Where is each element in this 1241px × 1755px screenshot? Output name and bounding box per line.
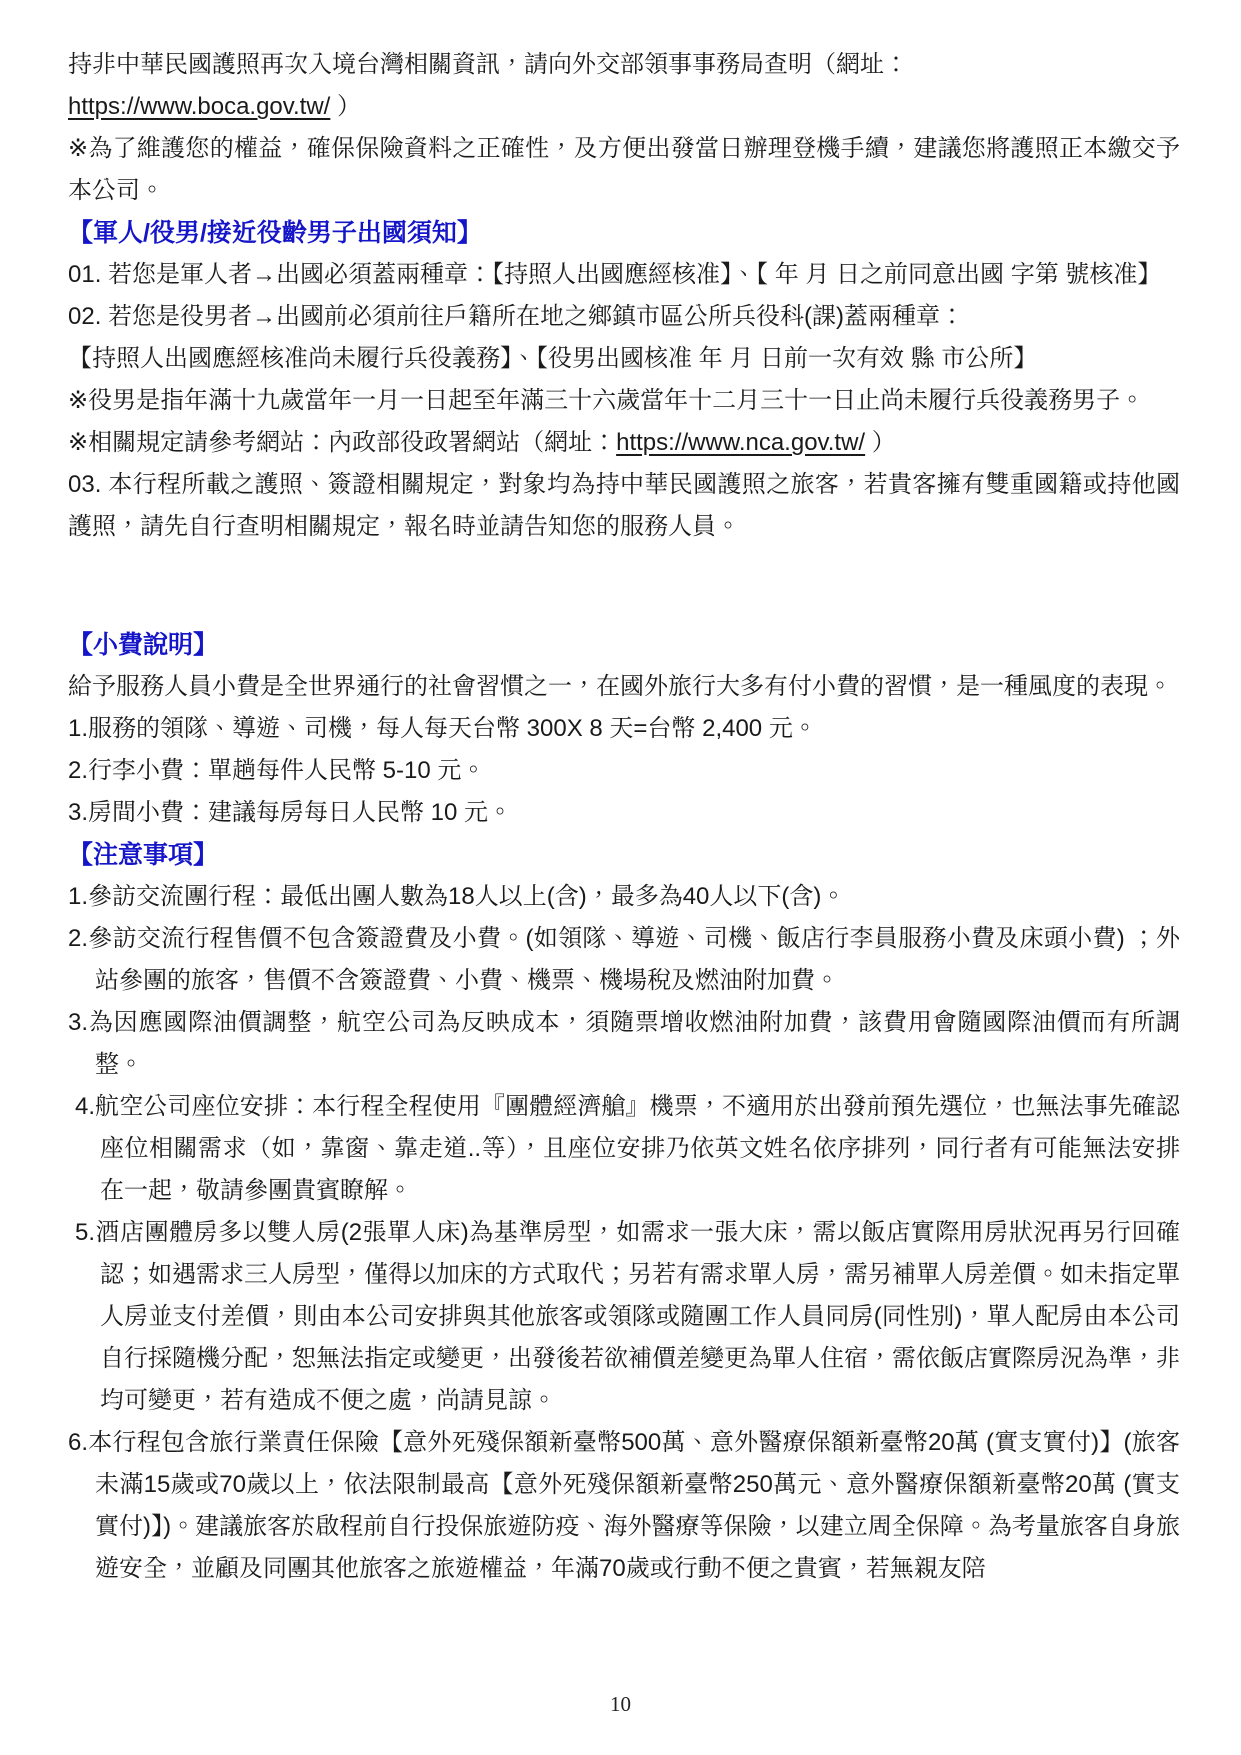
nca-url-link[interactable]: https://www.nca.gov.tw/ — [616, 429, 866, 456]
regulation-close-paren: ） — [865, 429, 896, 456]
notice-item-2: 2.參訪交流行程售價不包含簽證費及小費。(如領隊、導遊、司機、飯店行李員服務小費及床頭小費) ；外站參團的旅客，售價不含簽證費、小費、機票、機場稅及燃油附加費。 — [68, 925, 1180, 994]
notice-item-5: 5.酒店團體房多以雙人房(2張單人床)為基準房型，如需求一張大床，需以飯店實際用房狀況再另行回確認；如遇需求三人房型，僅得以加床的方式取代；另若有需求單人房，需另補單人房差價。如未指定單人房並支付差價，則由本公司安排與其他旅客或領隊或隨團工作人員同房(同性別)，單人配房由本公司自行採隨機分配，恕無法指定或變更，出發後若欲補價差變更為單人住宿，需依飯店實際房況為準，非均可變更，若有造成不便之處，尚請見諒。 — [75, 1219, 1180, 1414]
tips-item-1: 1.服務的領隊、導遊、司機，每人每天台幣 300X 8 天=台幣 2,400 元。 — [68, 715, 817, 742]
intro-text: 持非中華民國護照再次入境台灣相關資訊，請向外交部領事事務局查明（網址： — [68, 51, 908, 78]
military-section-heading: 【軍人/役男/接近役齡男子出國須知】 — [68, 219, 482, 247]
intro-paragraph-line2 — [68, 86, 1180, 128]
conscript-definition-note: ※役男是指年滿十九歲當年一月一日起至年滿三十六歲當年十二月三十一日止尚未履行兵役義務男子。 — [68, 387, 1145, 414]
notice-item-4: 4.航空公司座位安排：本行程全程使用『團體經濟艙』機票，不適用於出發前預先選位，也無法事先確認座位相關需求（如，靠窗、靠走道..等），且座位安排乃依英文姓名依序排列，同行者有可能無法安排在一起，敬請參團貴賓瞭解。 — [75, 1093, 1180, 1204]
military-item-01: 01. 若您是軍人者→出國必須蓋兩種章：【持照人出國應經核准】、【 年 月 日之前同意出國 字第 號核准】 — [68, 261, 1162, 288]
regulation-note-text: ※相關規定請參考網站：內政部役政署網站（網址： — [68, 429, 617, 456]
notices-section-heading: 【注意事項】 — [68, 841, 219, 869]
tips-item-2: 2.行李小費：單趟每件人民幣 5-10 元。 — [68, 757, 486, 784]
page-footer — [0, 1692, 1241, 1717]
intro-paragraph-line1 — [68, 44, 1180, 86]
military-item-02: 02. 若您是役男者→出國前必須前往戶籍所在地之鄉鎮市區公所兵役科(課)蓋兩種章： — [68, 303, 965, 330]
military-item-03: 03. 本行程所載之護照、簽證相關規定，對象均為持中華民國護照之旅客，若貴客擁有雙重國籍或持他國護照，請先自行查明相關規定，報名時並請告知您的服務人員。 — [68, 471, 1180, 540]
notice-item-3: 3.為因應國際油價調整，航空公司為反映成本，須隨票增收燃油附加費，該費用會隨國際油價而有所調整。 — [68, 1009, 1180, 1078]
tips-section-heading: 【小費說明】 — [68, 631, 219, 659]
page-number: 10 — [610, 1692, 631, 1716]
regulation-website-note — [68, 422, 1180, 464]
passport-reminder-note: ※為了維護您的權益，確保保險資料之正確性，及方便出發當日辦理登機手續，建議您將護照正本繳交予本公司。 — [68, 135, 1180, 204]
military-item-02-continuation: 【持照人出國應經核准尚未履行兵役義務】、【役男出國核准 年 月 日前一次有效 縣 市公所】 — [68, 345, 1038, 372]
notice-item-6: 6.本行程包含旅行業責任保險【意外死殘保額新臺幣500萬、意外醫療保額新臺幣20萬 (實支實付)】(旅客未滿15歲或70歲以上，依法限制最高【意外死殘保額新臺幣250萬元、意外醫療保額新臺幣20萬 (實支實付)】)。建議旅客於啟程前自行投保旅遊防疫、海外醫療等保險，以建立周全保障。為考量旅客自身旅遊安全，並顧及同團其他旅客之旅遊權益，年滿70歲或行動不便之貴賓，若無親友陪 — [68, 1429, 1180, 1582]
intro-close-paren: ） — [330, 93, 362, 120]
boca-url-link[interactable]: https://www.boca.gov.tw/ — [68, 93, 331, 120]
tips-item-3: 3.房間小費：建議每房每日人民幣 10 元。 — [68, 799, 513, 826]
tips-intro-paragraph: 給予服務人員小費是全世界通行的社會習慣之一，在國外旅行大多有付小費的習慣，是一種風度的表現。 — [68, 673, 1172, 700]
notice-item-1: 1.參訪交流團行程：最低出團人數為18人以上(含)，最多為40人以下(含)。 — [68, 883, 846, 910]
document-body — [68, 44, 1180, 1590]
